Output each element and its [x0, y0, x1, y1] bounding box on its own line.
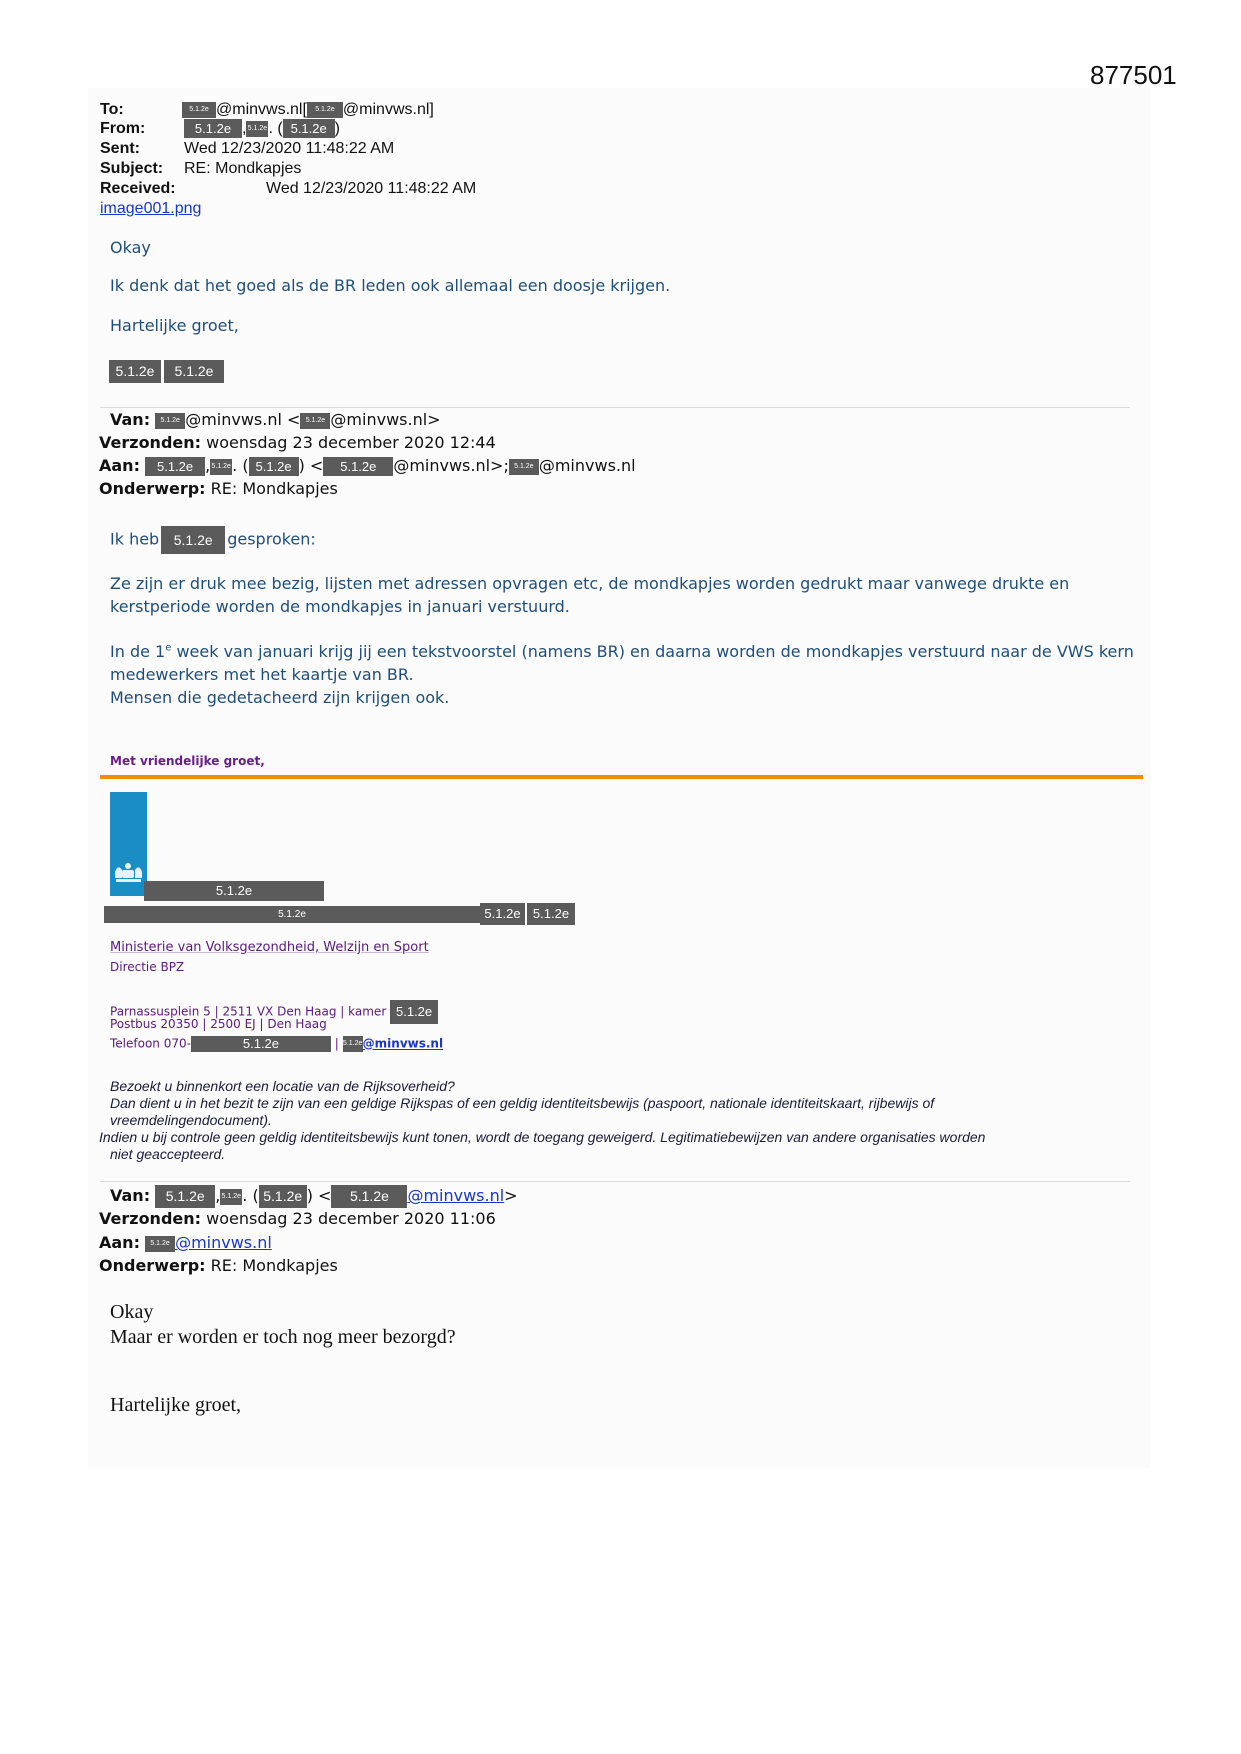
redaction: 5.1.2e — [182, 102, 216, 118]
header-subject: Subject: RE: Mondkapjes — [100, 160, 302, 177]
msg2-aan: Aan: 5.1.2e ,5.1.2e. ( 5.1.2e ) < 5.1.2e @minvws.nl>; 5.1.2e @minvws.nl — [99, 456, 636, 475]
redaction: 5.1.2e — [155, 1185, 215, 1208]
redaction: 5.1.2e — [307, 102, 343, 118]
redaction: 5.1.2e — [191, 1036, 331, 1052]
redaction: 5.1.2e — [161, 526, 225, 554]
redaction: 5.1.2e — [323, 457, 393, 476]
header-to: To: 5.1.2e @minvws.nl[ 5.1.2e @minvws.nl] — [100, 101, 434, 118]
redaction: 5.1.2e — [104, 906, 480, 923]
redaction: 5.1.2e — [210, 459, 232, 475]
crest-icon — [110, 792, 147, 896]
redaction: 5.1.2e — [145, 457, 205, 476]
msg1-signature-redactions — [109, 360, 224, 383]
msg3-van: Van: 5.1.2e ,5.1.2e. ( 5.1.2e ) < 5.1.2e @minvws.nl> — [110, 1184, 518, 1208]
redaction: 5.1.2e — [184, 119, 242, 138]
closing: Met vriendelijke groet, — [110, 754, 265, 768]
redaction: 5.1.2e — [343, 1036, 363, 1052]
notice-line3: vreemdelingendocument). — [110, 1112, 272, 1128]
signature-divider — [100, 775, 1143, 779]
separator — [100, 1181, 1130, 1182]
from-label: From: — [100, 120, 146, 137]
msg2-p3c: Mensen die gedetacheerd zijn krijgen ook. — [110, 688, 450, 707]
msg1-line3: Hartelijke groet, — [110, 316, 239, 335]
msg2-verzonden: Verzonden: woensdag 23 december 2020 12:44 — [99, 433, 496, 452]
redaction: 5.1.2e — [155, 413, 185, 429]
rijksoverheid-logo — [110, 792, 147, 896]
logo-redaction — [144, 881, 324, 901]
redaction: 5.1.2e — [246, 121, 268, 137]
notice-line1: Bezoekt u binnenkort een locatie van de Rijksoverheid? — [110, 1078, 455, 1094]
notice-line5: niet geaccepteerd. — [110, 1146, 226, 1162]
msg2-p3a: In de 1e week van januari krijg jij een tekstvoorstel (namens BR) en daarna worden de mondkapjes verstuurd naar de VWS kern — [110, 642, 1134, 661]
address-line1: Parnassusplein 5 | 2511 VX Den Haag | kamer 5.1.2e — [110, 1000, 438, 1024]
redaction: 5.1.2e — [331, 1185, 407, 1208]
msg3-line2: Maar er worden er toch nog meer bezorgd? — [110, 1326, 456, 1348]
msg2-p2a: Ze zijn er druk mee bezig, lijsten met adressen opvragen etc, de mondkapjes worden gedrukt maar vanwege drukte en — [110, 574, 1070, 593]
msg3-verzonden: Verzonden: woensdag 23 december 2020 11:06 — [99, 1209, 496, 1228]
notice-line2: Dan dient u in het bezit te zijn van een geldige Rijkspas of een geldig identiteitsbewijs (paspoort, nationale identiteitskaart, rijbewijs of — [110, 1095, 935, 1111]
msg1-line2: Ik denk dat het goed als de BR leden ook allemaal een doosje krijgen. — [110, 276, 671, 295]
msg2-p3b: medewerkers met het kaartje van BR. — [110, 665, 414, 684]
document-number: 877501 — [1090, 60, 1177, 90]
redaction: 5.1.2e — [527, 903, 575, 925]
ministry-name: Ministerie van Volksgezondheid, Welzijn en Sport — [110, 940, 429, 955]
msg2-p1: Ik heb 5.1.2e gesproken: — [110, 526, 316, 554]
redaction: 5.1.2e — [220, 1189, 242, 1205]
msg3-line3: Hartelijke groet, — [110, 1394, 242, 1416]
msg2-van: Van: 5.1.2e @minvws.nl < 5.1.2e @minvws.nl> — [110, 410, 441, 429]
directie: Directie BPZ — [110, 960, 185, 974]
notice-line4: Indien u bij controle geen geldig identiteitsbewijs kunt tonen, wordt de toegang geweigerd. Legitimatiebewijzen van andere organisaties worden — [99, 1129, 986, 1145]
redaction: 5.1.2e — [145, 1236, 175, 1252]
msg2-p2b: kerstperiode worden de mondkapjes in januari verstuurd. — [110, 597, 570, 616]
redaction: 5.1.2e — [509, 459, 539, 475]
header-received: Received: Wed 12/23/2020 11:48:22 AM — [100, 180, 477, 197]
attachment-link[interactable]: image001.png — [100, 200, 202, 217]
recipient-email-link[interactable]: @minvws.nl — [175, 1233, 272, 1252]
redaction: 5.1.2e — [109, 360, 161, 383]
redaction: 5.1.2e — [144, 881, 324, 901]
redaction: 5.1.2e — [390, 1000, 438, 1024]
redaction: 5.1.2e — [480, 903, 525, 925]
msg3-line1: Okay — [110, 1301, 154, 1323]
sender-email-link[interactable]: @minvws.nl — [407, 1186, 505, 1205]
redaction: 5.1.2e — [249, 457, 299, 476]
phone-line: Telefoon 070- 5.1.2e | 5.1.2e@minvws.nl — [110, 1036, 444, 1051]
to-label: To: — [100, 101, 124, 118]
msg1-line1: Okay — [110, 238, 151, 257]
redaction: 5.1.2e — [300, 413, 330, 429]
msg2-onderwerp: Onderwerp: RE: Mondkapjes — [99, 479, 338, 498]
redaction: 5.1.2e — [283, 119, 335, 138]
address-line2: Postbus 20350 | 2500 EJ | Den Haag — [110, 1017, 327, 1031]
header-sent: Sent: Wed 12/23/2020 11:48:22 AM — [100, 140, 395, 157]
email-link[interactable]: @minvws.nl — [362, 1036, 444, 1051]
msg3-onderwerp: Onderwerp: RE: Mondkapjes — [99, 1256, 338, 1275]
logo-text-redactions — [104, 903, 575, 925]
redaction: 5.1.2e — [164, 360, 224, 383]
redaction: 5.1.2e — [259, 1185, 307, 1208]
msg3-aan: Aan: 5.1.2e @minvws.nl — [99, 1233, 272, 1252]
header-from: From: 5.1.2e ,5.1.2e. ( 5.1.2e ) — [100, 120, 340, 137]
